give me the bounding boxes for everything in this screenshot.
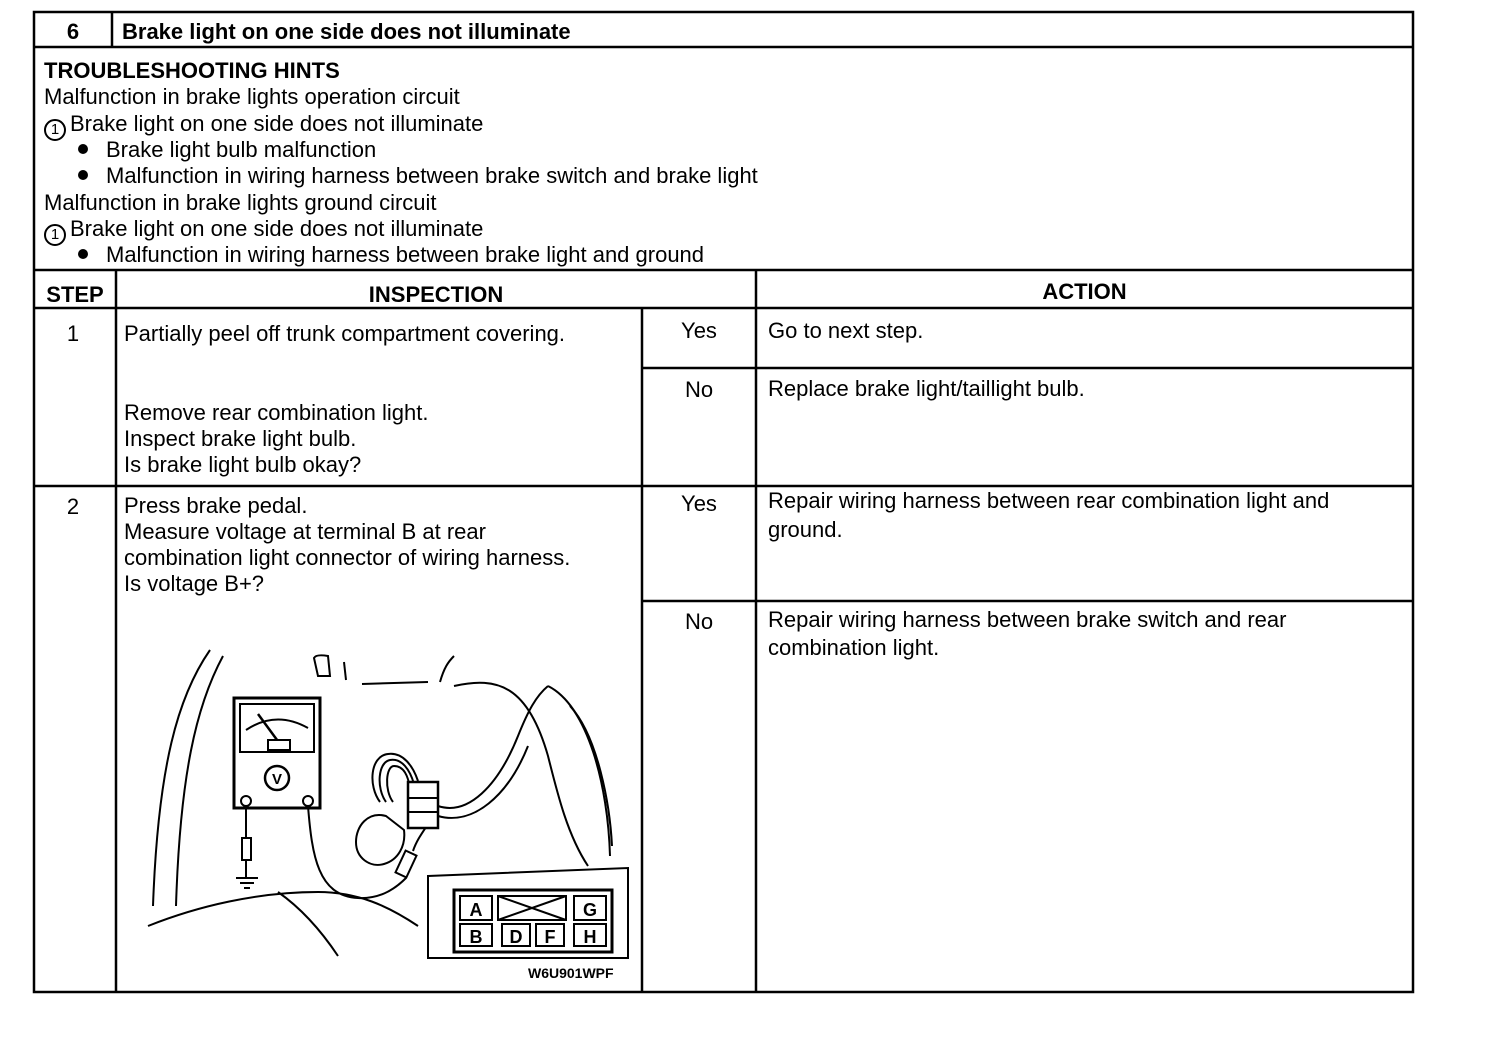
column-header-inspection: INSPECTION (368, 282, 504, 307)
inspection-text: Press brake pedal. (124, 493, 308, 518)
hint-bullet (78, 242, 704, 268)
hint-bullet-text: Malfunction in wiring harness between brake light and ground (106, 242, 705, 267)
answer-no: No (684, 377, 714, 402)
action-text: Replace brake light/taillight bulb. (768, 376, 1085, 401)
wiring-harness (387, 766, 410, 802)
bulb-socket (356, 815, 404, 865)
action-text: combination light. (768, 635, 940, 660)
connector-pin-diagram (454, 890, 612, 952)
section-number: 6 (66, 19, 80, 44)
inspection-text: Partially peel off trunk compartment covering. (124, 321, 566, 346)
pin-label: H (583, 927, 597, 947)
trunk-outline (362, 682, 428, 684)
column-header-step: STEP (46, 282, 104, 307)
action-text: Repair wiring harness between rear combination light and (768, 488, 1330, 513)
action-text: ground. (768, 517, 843, 542)
bullet-icon (78, 249, 88, 259)
trunk-outline (454, 683, 588, 866)
inspection-text: Remove rear combination light. (124, 400, 429, 425)
bullet-icon (78, 170, 88, 180)
step-number: 1 (66, 321, 80, 346)
pin-label: A (469, 900, 483, 920)
voltmeter-illustration (118, 606, 640, 988)
circled-number-marker: 1 (44, 224, 66, 246)
hint-group-title: Malfunction in brake lights ground circuit (44, 190, 437, 215)
pin-label: D (509, 927, 523, 947)
figure-code: W6U901WPF (528, 965, 614, 981)
inspection-text: Is brake light bulb okay? (124, 452, 362, 477)
answer-no: No (684, 609, 714, 634)
circled-number-marker: 1 (44, 119, 66, 141)
hints-heading: TROUBLESHOOTING HINTS (44, 58, 340, 83)
pin-label: G (582, 900, 598, 920)
hint-bullet-text: Malfunction in wiring harness between brake switch and brake light (106, 163, 758, 188)
hint-bullet (78, 163, 758, 189)
section-title: Brake light on one side does not illuminate (122, 19, 571, 44)
hint-item-text: Brake light on one side does not illuminate (70, 216, 484, 241)
trunk-outline (314, 655, 330, 676)
inspection-text: Inspect brake light bulb. (124, 426, 357, 451)
hint-bullet-text: Brake light bulb malfunction (106, 137, 377, 162)
trunk-outline (278, 892, 338, 956)
pin-label: B (469, 927, 483, 947)
hint-item-text: Brake light on one side does not illuminate (70, 111, 484, 136)
meter-symbol: V (271, 771, 283, 788)
wiring-harness (438, 686, 548, 808)
hint-group-title: Malfunction in brake lights operation circuit (44, 84, 460, 109)
trunk-outline (176, 656, 223, 906)
voltmeter-icon (234, 698, 320, 808)
action-text: Go to next step. (768, 318, 924, 343)
inspection-text: Measure voltage at terminal B at rear (124, 519, 486, 544)
trunk-outline (440, 656, 454, 682)
inspection-text: Is voltage B+? (124, 571, 265, 596)
inspection-text: combination light connector of wiring harness. (124, 545, 571, 570)
trunk-outline (344, 662, 346, 680)
hint-bullet (78, 137, 376, 163)
trunk-outline (570, 706, 612, 846)
answer-yes: Yes (681, 491, 717, 516)
trunk-outline (148, 892, 418, 926)
action-text: Repair wiring harness between brake switch and rear (768, 607, 1287, 632)
answer-yes: Yes (681, 318, 717, 343)
bullet-icon (78, 144, 88, 154)
column-header-action: ACTION (1042, 279, 1127, 304)
pin-label: F (544, 927, 556, 947)
step-number: 2 (66, 494, 80, 519)
probe-clip (242, 838, 251, 860)
trunk-outline (153, 650, 210, 906)
connector-icon (408, 782, 438, 828)
